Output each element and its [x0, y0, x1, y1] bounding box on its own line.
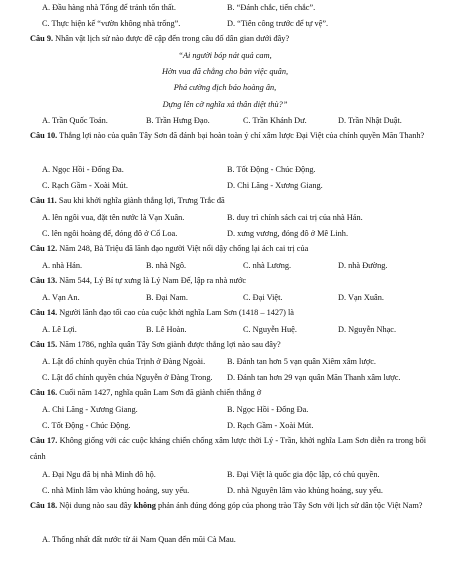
question-18	[30, 498, 426, 514]
option-d: D. Đánh tan hơn 29 vạn quân Mãn Thanh xâm lược.	[227, 373, 401, 382]
poem-line: Phá cường địch báo hoàng ân,	[173, 83, 277, 92]
question-text: Nhân vật lịch sử nào được đề cập đến trong câu đố dân gian dưới đây?	[55, 34, 290, 43]
question-text: Năm 1786, nghĩa quân Tây Sơn giành được thắng lợi nào sau đây?	[59, 340, 281, 349]
option-c: C. lên ngôi hoàng đế, đóng đô ở Cổ Loa.	[42, 229, 178, 238]
question-number: Câu 15.	[30, 340, 58, 349]
option-b: B. Đại Việt là quốc gia độc lập, có chủ quyền.	[227, 470, 380, 479]
question-number: Câu 16.	[30, 388, 58, 397]
option-c: C. Đại Việt.	[243, 293, 283, 302]
question-13	[30, 273, 426, 289]
question-text: Sau khi khởi nghĩa giành thắng lợi, Trưng Trắc đã	[58, 196, 225, 205]
option-a: A. Trần Quốc Toản.	[42, 116, 108, 125]
option-c: C. Lật đổ chính quyền chúa Nguyễn ở Đàng Trong.	[42, 373, 213, 382]
question-number: Câu 13.	[30, 276, 58, 285]
question-text: Không giống với các cuộc kháng chiến chống xâm lược thời Lý - Trần, khởi nghĩa Lam Sơn diễn ra trong bối cảnh	[30, 436, 427, 461]
option-a: A. Đại Ngu đã bị nhà Minh đô hộ.	[42, 470, 156, 479]
option-b: B. Trần Hưng Đạo.	[146, 116, 210, 125]
question-text: phản ánh đúng đóng góp của phong trào Tây Sơn với lịch sử dân tộc Việt Nam?	[157, 501, 423, 510]
option-b: B. “Đánh chắc, tiến chắc”.	[227, 3, 316, 12]
question-number: Câu 10.	[30, 131, 58, 140]
question-text: Cuối năm 1427, nghĩa quân Lam Sơn đã giành chiến thắng ở	[59, 388, 262, 397]
option-b: B. Đại Nam.	[146, 293, 188, 302]
option-a: A. Thống nhất đất nước từ ải Nam Quan đến mũi Cà Mau.	[42, 535, 236, 544]
option-b: B. Đánh tan hơn 5 vạn quân Xiêm xâm lược.	[227, 357, 376, 366]
option-b: B. nhà Ngô.	[146, 261, 187, 270]
option-a: A. Chi Lăng - Xương Giang.	[42, 405, 138, 414]
question-14	[30, 305, 426, 321]
option-a: A. nhà Hán.	[42, 261, 83, 270]
option-a: A. Vạn An.	[42, 293, 80, 302]
option-a: A. lên ngôi vua, đặt tên nước là Vạn Xuân.	[42, 213, 185, 222]
question-number: Câu 18.	[30, 501, 58, 510]
poem-line: Dựng lên cờ nghĩa xả thân diệt thù?”	[162, 100, 288, 109]
option-b: B. duy trì chính sách cai trị của nhà Hán.	[227, 213, 363, 222]
option-a: A. Lê Lợi.	[42, 325, 77, 334]
question-9	[30, 31, 426, 47]
question-12	[30, 241, 426, 257]
question-16	[30, 385, 426, 401]
question-number: Câu 12.	[30, 244, 58, 253]
option-d: D. Nguyễn Nhạc.	[338, 325, 397, 334]
question-10	[30, 128, 426, 144]
option-d: D. Rạch Gầm - Xoài Mút.	[227, 421, 314, 430]
question-15	[30, 337, 426, 353]
option-a: A. Ngọc Hồi - Đống Đa.	[42, 165, 124, 174]
option-c: C. nhà Lương.	[243, 261, 292, 270]
question-emphasis: không	[133, 501, 156, 510]
option-d: D. Trần Nhật Duật.	[338, 116, 402, 125]
question-text: Năm 544, Lý Bí tự xưng là Lý Nam Đế, lập ra nhà nước	[59, 276, 247, 285]
option-d: D. Vạn Xuân.	[338, 293, 384, 302]
question-number: Câu 14.	[30, 308, 58, 317]
poem-line: “Ai người bóp nát quả cam,	[178, 51, 272, 60]
question-text: Nội dung nào sau đây	[59, 501, 132, 510]
option-d: D. “Tiên công trước để tự vệ”.	[227, 19, 329, 28]
question-text: Người lãnh đạo tối cao của cuộc khởi nghĩa Lam Sơn (1418 – 1427) là	[59, 308, 294, 317]
option-c: C. nhà Minh lâm vào khủng hoảng, suy yếu.	[42, 486, 190, 495]
question-number: Câu 17.	[30, 436, 58, 445]
question-number: Câu 9.	[30, 34, 54, 43]
option-c: C. Nguyễn Huệ.	[243, 325, 297, 334]
option-b: B. Tốt Động - Chúc Động.	[227, 165, 316, 174]
option-c: C. Trần Khánh Dư.	[243, 116, 307, 125]
option-c: C. Thực hiện kế “vườn không nhà trống”.	[42, 19, 181, 28]
option-d: D. xưng vương, đóng đô ở Mê Linh.	[227, 229, 349, 238]
option-a: A. Lật đổ chính quyền chúa Trịnh ở Đàng Ngoài.	[42, 357, 206, 366]
option-b: B. Lê Hoàn.	[146, 325, 187, 334]
option-d: D. Chi Lăng - Xương Giang.	[227, 181, 323, 190]
option-c: C. Tốt Động - Chúc Động.	[42, 421, 131, 430]
option-a: A. Đầu hàng nhà Tống để tránh tổn thất.	[42, 3, 176, 12]
question-17	[30, 433, 426, 465]
question-number: Câu 11.	[30, 196, 57, 205]
option-b: B. Ngọc Hồi - Đống Đa.	[227, 405, 309, 414]
option-c: C. Rạch Gầm - Xoài Mút.	[42, 181, 128, 190]
question-11	[30, 193, 426, 209]
option-d: D. nhà Nguyên lâm vào khủng hoảng, suy yếu.	[227, 486, 383, 495]
option-d: D. nhà Đường.	[338, 261, 388, 270]
question-text: Thắng lợi nào của quân Tây Sơn đã đánh bại hoàn toàn ý chí xâm lược Đại Việt của chính quyền Mãn Thanh?	[59, 131, 425, 140]
poem-line: Hờn vua đã chẳng cho bàn việc quân,	[161, 67, 289, 76]
question-text: Năm 248, Bà Triệu đã lãnh đạo người Việt nổi dậy chống lại ách cai trị của	[59, 244, 309, 253]
